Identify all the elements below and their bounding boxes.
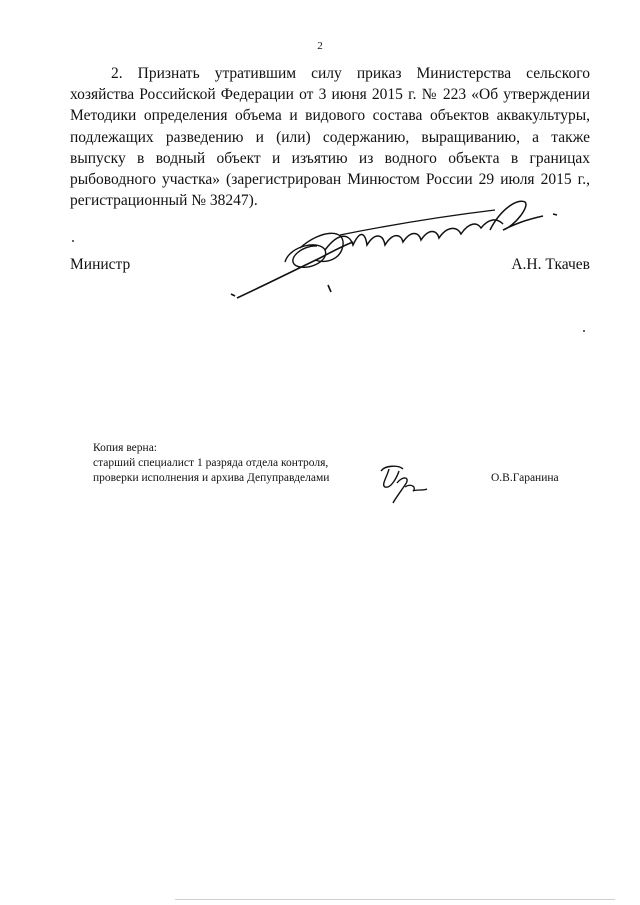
signature-block xyxy=(70,256,590,278)
certified-copy-heading: Копия верна: xyxy=(93,442,157,454)
signatory-name: А.Н. Ткачев xyxy=(511,256,590,273)
page-number: 2 xyxy=(317,40,323,52)
body-paragraph: 2. Признать утратившим силу приказ Министерства сельского хозяйства Российской Федерации от 3 июня 2015 г. № 223 «Об утверждении Методики определения объема и видового состава объектов аквакультуры, подлежащих разведению и (или) содержанию, выращиванию, а также выпуску в водный объект и изъятию из водного объекта в границах рыбоводного участка» (зарегистрирован Минюстом России 29 июля 2015 г., регистрационный № 38247). xyxy=(70,65,590,210)
scan-speck xyxy=(583,330,585,332)
certifier-name: О.В.Гаранина xyxy=(491,472,559,484)
minister-signature xyxy=(225,190,565,305)
certifier-position-line2: проверки исполнения и архива Депуправделами xyxy=(93,472,330,484)
scan-speck xyxy=(72,240,74,242)
certified-copy-block xyxy=(93,441,573,486)
certifier-signature xyxy=(375,463,435,505)
scan-edge-line xyxy=(175,899,615,900)
signatory-title: Министр xyxy=(70,256,131,273)
certifier-position-line1: старший специалист 1 разряда отдела контроля, xyxy=(93,457,329,469)
